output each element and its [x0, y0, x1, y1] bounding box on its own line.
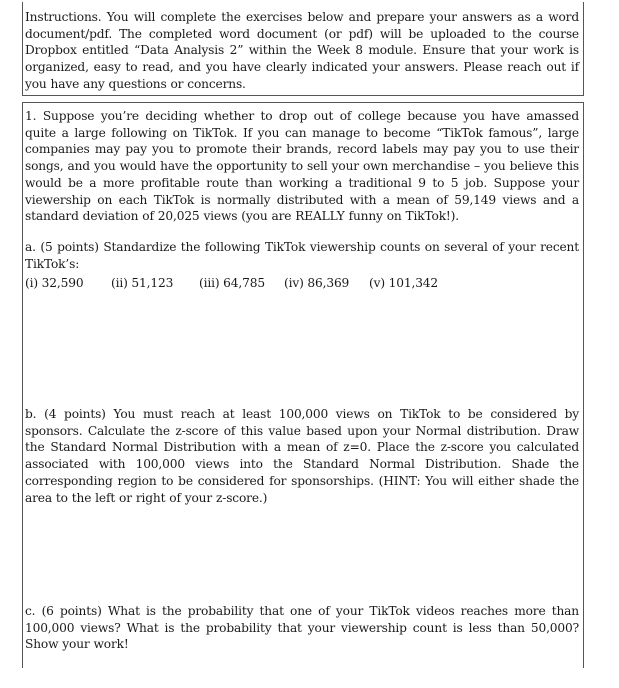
part-a-values [25, 275, 579, 293]
instructions-box [22, 2, 584, 96]
value-item: (iv) 86,369 [284, 276, 350, 290]
value-item: (ii) 51,123 [111, 276, 174, 290]
part-b-text: b. (4 points) You must reach at least 100,000 views on TikTok to be considered by sponsors. Calculate the z-score of this value based upon your Normal distribution. Draw the Standard Normal Distribution with a mean of z=0. Place the z-score you calculated associated with 100,000 views into the Standard Normal Distribution. Shade the corresponding region to be considered for sponsorships. (HINT: You will either shade the area to the left or right of your z-score.) [25, 407, 579, 505]
value-item: (iii) 64,785 [199, 276, 265, 290]
question-box [22, 102, 584, 668]
value-item: (i) 32,590 [25, 276, 84, 290]
instructions-text: Instructions. You will complete the exercises below and prepare your answers as a word document/pdf. The completed word document (or pdf) will be uploaded to the course Dropbox entitled “Data Analysis 2” within the Week 8 module. Ensure that your work is organized, easy to read, and you have clearly indicated your answers. Please reach out if you have any questions or concerns. [25, 10, 579, 91]
part-c-text: c. (6 points) What is the probability that one of your TikTok videos reaches more than 100,000 views? What is the probability that your viewership count is less than 50,000? Show your work! [25, 604, 579, 652]
question-1-prompt: 1. Suppose you’re deciding whether to drop out of college because you have amassed quite a large following on TikTok. If you can manage to become “TikTok famous”, large companies may pay you to promote their brands, record labels may pay you to use their songs, and you would have the opportunity to sell your own merchandise – you believe this would be a more profitable route than working a traditional 9 to 5 job. Suppose your viewership on each TikTok is normally distributed with a mean of 59,149 views and a standard deviation of 20,025 views (you are REALLY funny on TikTok!). [25, 109, 579, 224]
value-item: (v) 101,342 [369, 276, 439, 290]
part-a-text: a. (5 points) Standardize the following TikTok viewership counts on several of your recent TikTok’s: [25, 240, 579, 271]
